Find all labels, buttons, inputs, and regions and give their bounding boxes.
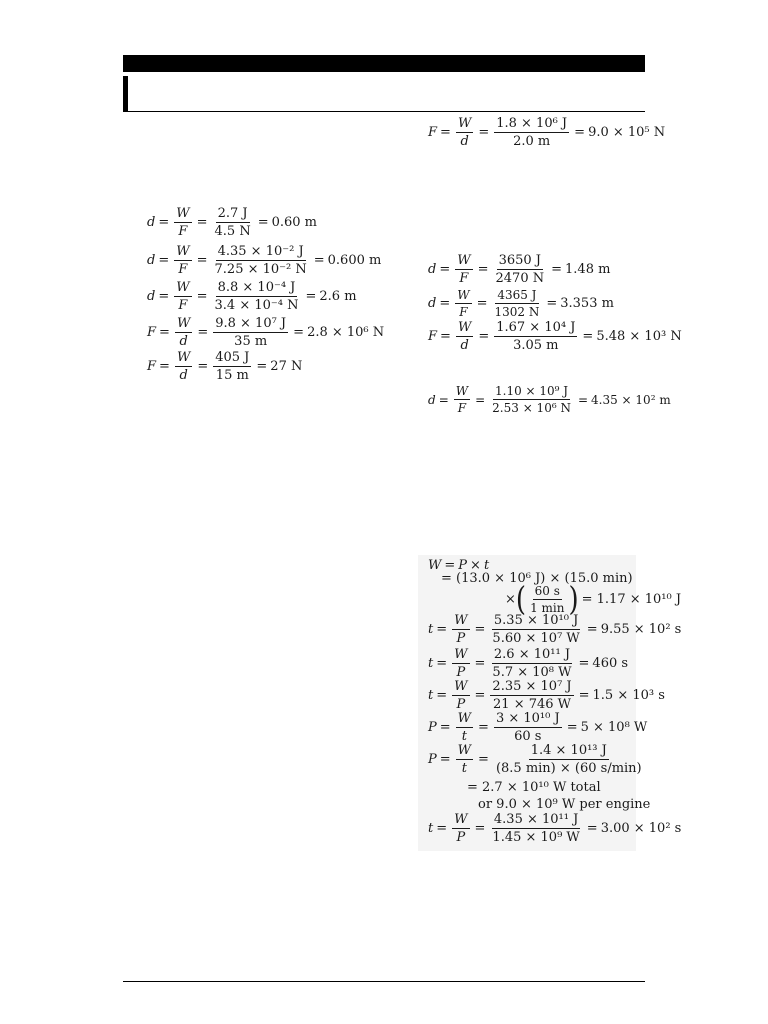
eq-lhs: F <box>428 125 438 140</box>
equation: P = $\frac{W}{t}$ = $\frac{\text{3 × 10¹⁰ J}}{60 s}$ = 5 × 10⁸ W <box>428 711 648 744</box>
eq-result: 2.8 × 10⁶ N <box>307 325 385 340</box>
equation: d = $\frac{W}{F}$ = $\frac{\text{8.8 × 10⁻⁴ J}}{\text{3.4 × 10⁻⁴ N}}$ = 2.6 m <box>147 280 357 313</box>
eq-result: 0.60 m <box>271 215 318 230</box>
equation: d = $\frac{W}{F}$ = $\frac{\text{4.35 × 10⁻² J}}{\text{7.25 × 10⁻² N}}$ = 0.600 m <box>147 244 382 277</box>
equation: W = P × t <box>428 558 490 573</box>
footer-rule <box>123 981 645 982</box>
fraction: $\frac{\text{1.8 × 10⁶ J}}{2.0 m}$ <box>496 116 568 149</box>
section-header-box <box>123 76 645 112</box>
equation: d = $\frac{W}{F}$ = $\frac{2.7 J}{4.5 N}$ = 0.60 m <box>147 206 318 239</box>
eq-result: 5.48 × 10³ N <box>596 329 682 344</box>
equation-continuation: = 2.7 × 10¹⁰ W total <box>467 780 601 795</box>
eq-result: 5 × 10⁸ W <box>580 720 648 735</box>
equation: P = $\frac{W}{t}$ = $\frac{\text{1.4 × 10¹³ J}}{(8.5 \min) \times (60 s/\min)}$ <box>428 743 642 776</box>
eq-result: 3.353 m <box>560 296 614 311</box>
eq-result: 3.00 × 10² s <box>600 821 682 836</box>
eq-result: 1.48 m <box>565 262 611 277</box>
fraction: $\frac{W}{d}$ <box>457 116 472 149</box>
eq-result: 0.600 m <box>327 253 382 268</box>
equation: t = $\frac{W}{P}$ = $\frac{\text{2.35 × 10⁷ J}}{21 \times 746 W}$ = 1.5 × 10³ s <box>428 679 665 712</box>
equation: t = $\frac{W}{P}$ = $\frac{\text{4.35 × 10¹¹ J}}{\text{1.45 × 10⁹ W}}$ = 3.00 × 10² s <box>428 812 682 845</box>
equation: F = $\frac{W}{d}$ = $\frac{\text{1.67 × 10⁴ J}}{3.05 m}$ = 5.48 × 10³ N <box>428 320 682 353</box>
eq-result: 9.0 × 10⁵ N <box>588 125 666 140</box>
equation: d = $\frac{W}{F}$ = $\frac{4365 J}{1302 N}$ = 3.353 m <box>428 288 614 319</box>
equation: F = $\frac{W}{d}$ = $\frac{\text{1.8 × 10⁶ J}}{2.0 m}$ = 9.0 × 10⁵ N <box>428 116 666 149</box>
equation: F = $\frac{W}{d}$ = $\frac{\text{9.8 × 10⁷ J}}{35 m}$ = 2.8 × 10⁶ N <box>147 316 385 349</box>
eq-result: 1.5 × 10³ s <box>592 688 665 703</box>
eq-result: 2.6 m <box>319 289 357 304</box>
eq-result: 9.55 × 10² s <box>600 622 682 637</box>
equation: d = $\frac{W}{F}$ = $\frac{\text{1.10 × 10⁹ J}}{\text{2.53 × 10⁶ N}}$ = 4.35 × 10² m <box>428 384 671 415</box>
eq-result: 27 N <box>270 359 303 374</box>
eq-result: 460 s <box>592 656 629 671</box>
equation: F = $\frac{W}{d}$ = $\frac{405 J}{15 m}$ = 27 N <box>147 350 303 383</box>
equation: d = $\frac{W}{F}$ = $\frac{3650 J}{2470 N}$ = 1.48 m <box>428 253 611 286</box>
header-black-bar <box>123 55 645 72</box>
header-bottom-rule <box>123 111 645 112</box>
eq-result: 4.35 × 10² m <box>591 392 671 407</box>
equation: t = $\frac{W}{P}$ = $\frac{\text{5.35 × 10¹⁰ J}}{\text{5.60 × 10⁷ W}}$ = 9.55 × 10² s <box>428 613 682 646</box>
equation-continuation: = (13.0 × 10⁶ J) × (15.0 min) <box>441 571 633 586</box>
equation: t = $\frac{W}{P}$ = $\frac{\text{2.6 × 10¹¹ J}}{\text{5.7 × 10⁸ W}}$ = 460 s <box>428 647 629 680</box>
equation-continuation: × ( $\frac{60 s}{1 \min}$ ) = 1.17 × 10¹⁰ J <box>505 580 682 619</box>
equation-continuation: or 9.0 × 10⁹ W per engine <box>478 797 651 812</box>
header-left-rule <box>123 76 128 112</box>
